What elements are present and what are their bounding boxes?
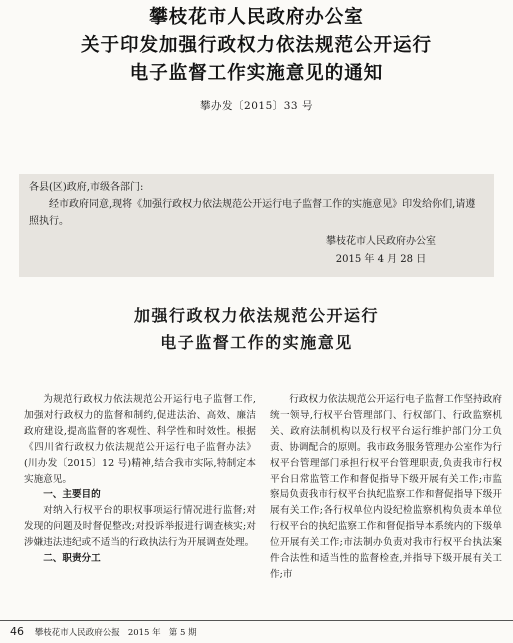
opinion-title-line-2: 电子监督工作的实施意见 xyxy=(160,333,353,352)
section-2-paragraph: 行政权力依法规范公开运行电子监督工作坚持政府统一领导,行权平台管理部门、行权部门、行政监察机关、政府法制机构以及行权平台运行维护部门分工负责、协调配合的原则。我市政务服务管理办公室作为行权平台管理部门承担行权平台管理职责,负责我市行权平台日常监管工作和督促指导下级开展有关工作;市监察局负责我市行权平台执纪监察工作和督促指导下级开展有关工作;各行权单位内设纪检监察机构负责本单位行权平台的执纪监察工作和督促指导本系统内的下级单位开展有关工作;市法制办负责对我市行权平台执法案件合法性和适当性的监督检查,并指导下级开展有关工作;市 xyxy=(270,394,502,580)
document-number: 攀办发〔2015〕33 号 xyxy=(200,100,313,112)
publication-year: 2015 年 xyxy=(127,628,161,638)
section-1-paragraph: 对纳入行权平台的职权事项运行情况进行监督;对发现的问题及时督促整改;对投诉举报进行调查核实;对涉嫌违法违纪或不适当的行政执法行为开展调查处理。 xyxy=(24,505,256,549)
notice-date: 2015 年 4 月 28 日 xyxy=(335,254,427,265)
right-column xyxy=(270,392,502,583)
title-line-2: 关于印发加强行政权力依法规范公开运行 xyxy=(80,35,432,56)
publication-issue: 第 5 期 xyxy=(168,628,197,638)
opinion-title xyxy=(0,302,513,356)
notice-addressee: 各县(区)政府,市级各部门: xyxy=(29,182,144,193)
page-number: 46 xyxy=(10,625,24,638)
publication-name: 攀枝花市人民政府公报 xyxy=(34,628,120,638)
opinion-title-line-1: 加强行政权力依法规范公开运行 xyxy=(133,306,379,325)
notice-body: 经市政府同意,现将《加强行政权力依法规范公开运行电子监督工作的实施意见》印发给你们,请遵照执行。 xyxy=(29,199,476,227)
page-footer xyxy=(0,620,513,643)
section-heading-1: 一、主要目的 xyxy=(43,489,101,501)
document-header xyxy=(0,4,513,113)
notice-box xyxy=(19,174,494,277)
left-column xyxy=(24,392,256,567)
title-line-3: 电子监督工作实施意见的通知 xyxy=(129,63,384,84)
intro-paragraph: 为规范行政权力依法规范公开运行电子监督工作,加强对行政权力的监督和制约,促进法治、高效、廉洁政府建设,提高监督的客观性、科学性和时效性。根据《四川省行政权力依法规范公开运行电子监督办法》(川办发〔2015〕12 号)精神,结合我市实际,特制定本实施意见。 xyxy=(24,394,256,485)
notice-signer: 攀枝花市人民政府办公室 xyxy=(326,236,436,247)
section-heading-2: 二、职责分工 xyxy=(43,553,101,565)
title-line-1: 攀枝花市人民政府办公室 xyxy=(149,7,364,28)
notice-signature xyxy=(326,233,436,269)
